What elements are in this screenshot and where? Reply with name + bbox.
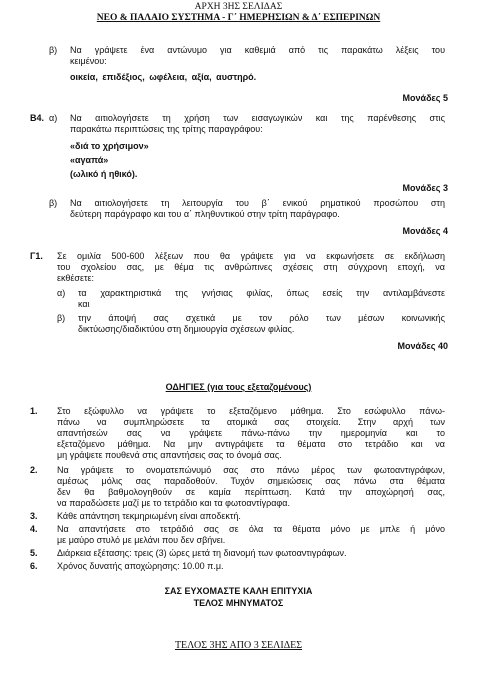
g1-label: Γ1. (30, 251, 43, 261)
instruction-5-number: 5. (30, 548, 38, 558)
b3b-points: Μονάδες 5 (402, 93, 448, 103)
instruction-1-number: 1. (30, 406, 38, 416)
g1a-marker: α) (57, 288, 66, 298)
g1a-tail: και (78, 299, 90, 309)
instruction-4-number: 4. (30, 524, 38, 534)
instruction-5-line: Διάρκεια εξέτασης: τρεις (3) ώρες μετά τη διανομή των φωτοαντιγράφων. (57, 548, 347, 558)
page-footer: ΤΕΛΟΣ 3ΗΣ ΑΠΟ 3 ΣΕΛΙΔΕΣ (174, 640, 303, 651)
instruction-3-line: Κάθε απάντηση τεκμηριωμένη είναι αποδεκτή. (57, 511, 241, 521)
g1a-text: τα χαρακτηριστικά της γνήσιας φιλίας, όπως εσείς την αντιλαμβάνεστε (78, 288, 445, 298)
b3b-word-list: οικεία, επιδέξιος, ωφέλεια, αξία, αυστηρό. (70, 72, 257, 82)
g1b-line1: την άποψή σας σχετικά με τον ρόλο των μέσων κοινωνικής (78, 313, 445, 323)
b4a-line2: παρακάτω περιπτώσεις της τρίτης παραγράφου: (70, 124, 263, 134)
instruction-2-line: αμέσως μόλις σας παραδοθούν. Τυχόν σημειώσεις σας πάνω στα θέματα (57, 476, 445, 486)
b4a-points: Μονάδες 3 (402, 183, 448, 193)
instruction-4-line: Να απαντήσετε στο τετράδιό σας σε όλα τα θέματα μόνο με μπλε ή μόνο (57, 524, 445, 534)
b4b-line2: δεύτερη παράγραφο και του α΄ πληθυντικού στην τρίτη παράγραφο. (70, 209, 340, 219)
b4a-case-2: «αγαπά» (70, 155, 109, 165)
b4b-points: Μονάδες 4 (402, 226, 448, 236)
b4b-line1: Να αιτιολογήσετε τη λειτουργία του β΄ ενικού ρηματικού προσώπου στη (70, 198, 445, 208)
b4b-marker: β) (49, 198, 58, 208)
instruction-1-line: εξεταζόμενο μάθημα. Να μην αντιγράψετε τα θέματα στο τετράδιο και να (57, 439, 445, 449)
g1b-line2: δικτύωσης/διαδικτύου στη δημιουργία σχέσεων φιλίας. (78, 324, 295, 334)
g1-line2: του σχολείου σας, με θέμα τις ανθρώπινες σχέσεις στη σύγχρονη εποχή, να (57, 262, 445, 272)
b4a-case-1: «διά το χρήσιμον» (70, 141, 149, 151)
exam-system-header: ΝΕΟ & ΠΑΛΑΙΟ ΣΥΣΤΗΜΑ - Γ΄ ΗΜΕΡΗΣΙΩΝ & Δ΄ ΕΣΠΕΡΙΝΩΝ (96, 13, 381, 23)
b4a-case-3: (ωλικό ή ηθικό). (70, 169, 138, 179)
b3b-marker: β) (49, 45, 58, 55)
b4-label: Β4. (30, 113, 45, 123)
closing-end-message: ΤΕΛΟΣ ΜΗΝΥΜΑΤΟΣ (193, 598, 284, 608)
g1b-marker: β) (57, 313, 66, 323)
instruction-6-number: 6. (30, 561, 38, 571)
g1-points: Μονάδες 40 (397, 341, 448, 351)
b4a-line1: Να αιτιολογήσετε τη χρήση των εισαγωγικών και της παρένθεσης στις (70, 113, 445, 123)
instruction-3-number: 3. (30, 511, 38, 521)
instructions-title: ΟΔΗΓΙΕΣ (για τους εξεταζομένους) (165, 382, 312, 392)
instruction-1-line: μη γράψετε πουθενά στις απαντήσεις σας το όνομά σας. (57, 450, 282, 460)
instruction-1-line: πάνω να συμπληρώσετε τα ατομικά σας στοιχεία. Στην αρχή των (57, 417, 445, 427)
instruction-2-line: να παραδώσετε μαζί με το τετράδιο και τα φωτοαντίγραφα. (57, 498, 290, 508)
instruction-2-number: 2. (30, 465, 38, 475)
instruction-6-line: Χρόνος δυνατής αποχώρησης: 10.00 π.μ. (57, 561, 224, 571)
page-start-marker: ΑΡΧΗ 3ΗΣ ΣΕΛΙΔΑΣ (194, 2, 283, 12)
closing-wishes: ΣΑΣ ΕΥΧΟΜΑΣΤΕ ΚΑΛΗ ΕΠΙΤΥΧΙΑ (164, 586, 313, 596)
b3b-text-line1: Να γράψετε ένα αντώνυμο για καθεμιά από τις παρακάτω λέξεις του (70, 45, 445, 55)
instruction-4-line: με μαύρο στυλό με μελάνι που δεν σβήνει. (57, 535, 226, 545)
instruction-2-line: Να γράψετε το ονοματεπώνυμό σας στο πάνω μέρος των φωτοαντιγράφων, (57, 465, 445, 475)
b3b-text-line2: κειμένου: (70, 56, 107, 66)
b4a-marker: α) (49, 113, 58, 123)
instruction-2-line: δεν θα βαθμολογηθούν σε καμία περίπτωση. Κατά την αποχώρησή σας, (57, 487, 445, 497)
g1-line1: Σε ομιλία 500-600 λέξεων που θα γράψετε για να εκφωνήσετε σε εκδήλωση (57, 251, 445, 261)
instruction-1-line: απαντήσεών σας να γράψετε πάνω-πάνω την ημερομηνία και το (57, 428, 445, 438)
g1-line3: εκθέσετε: (57, 273, 95, 283)
instruction-1-line: Στο εξώφυλλο να γράψετε το εξεταζόμενο μάθημα. Στο εσώφυλλο πάνω- (57, 406, 445, 416)
